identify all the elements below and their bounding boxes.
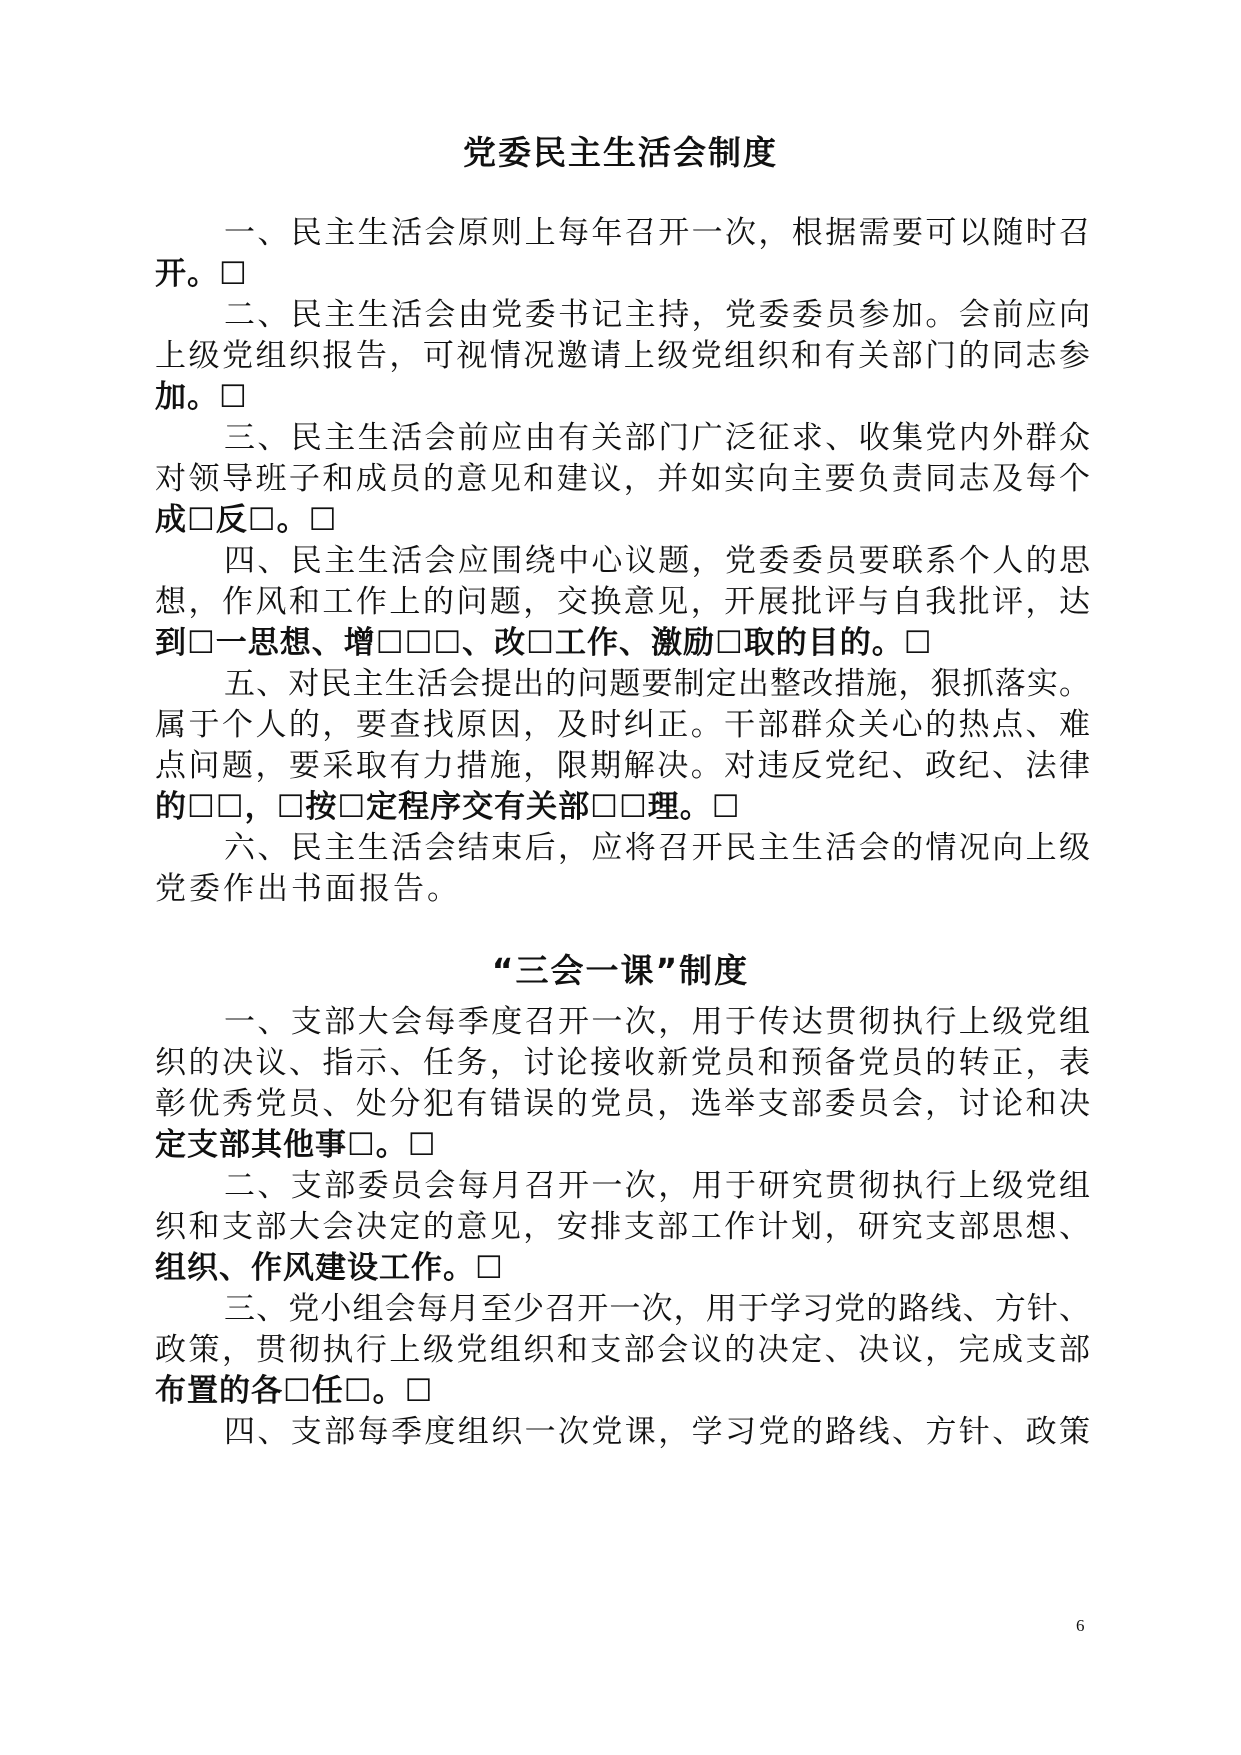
text-line: 四、民主生活会应围绕中心议题，党委委员要联系个人的思 [224, 543, 1090, 579]
text-line: 政策，贯彻执行上级党组织和支部会议的决定、决议，完成支部 [155, 1332, 1090, 1368]
text-line: 六、民主生活会结束后，应将召开民主生活会的情况向上级 [224, 830, 1090, 866]
text-line: 定支部其他事☐。☐ [155, 1127, 437, 1163]
text-line: 对领导班子和成员的意见和建议，并如实向主要负责同志及每个 [155, 461, 1090, 497]
text-line: 织的决议、指示、任务，讨论接收新党员和预备党员的转正，表 [155, 1045, 1090, 1081]
text-line: 三、党小组会每月至少召开一次，用于学习党的路线、方针、 [224, 1291, 1090, 1327]
text-line: 织和支部大会决定的意见，安排支部工作计划，研究支部思想、 [155, 1209, 1090, 1245]
text-line: 党委作出书面报告。 [155, 871, 461, 907]
text-line: 五、对民主生活会提出的问题要制定出整改措施，狠抓落实。 [224, 666, 1090, 702]
text-line: 组织、作风建设工作。☐ [155, 1250, 504, 1286]
section2-title: “三会一课”制度 [491, 951, 750, 990]
text-line: 一、支部大会每季度召开一次，用于传达贯彻执行上级党组 [224, 1004, 1090, 1040]
text-line: 属于个人的，要查找原因，及时纠正。干部群众关心的热点、难 [155, 707, 1090, 743]
text-line: 二、民主生活会由党委书记主持，党委委员参加。会前应向 [224, 297, 1090, 333]
text-line: 四、支部每季度组织一次党课，学习党的路线、方针、政策 [224, 1414, 1090, 1450]
text-line: 三、民主生活会前应由有关部门广泛征求、收集党内外群众 [224, 420, 1090, 456]
page-number: 6 [1076, 1616, 1085, 1635]
text-line: 的☐☐，☐按☐定程序交有关部☐☐理。☐ [155, 789, 741, 825]
text-line: 点问题，要采取有力措施，限期解决。对违反党纪、政纪、法律 [155, 748, 1090, 784]
section1-title: 党委民主生活会制度 [463, 133, 778, 172]
text-line: 成☐反☐。☐ [155, 502, 338, 538]
text-line: 开。☐ [155, 256, 248, 292]
text-line: 上级党组织报告，可视情况邀请上级党组织和有关部门的同志参 [155, 338, 1090, 374]
text-line: 到☐一思想、增☐☐☐、改☐工作、激励☐取的目的。☐ [155, 625, 933, 661]
text-line: 布置的各☐任☐。☐ [155, 1373, 434, 1409]
text-line: 想，作风和工作上的问题，交换意见，开展批评与自我批评，达 [155, 584, 1090, 620]
text-line: 彰优秀党员、处分犯有错误的党员，选举支部委员会，讨论和决 [155, 1086, 1090, 1122]
text-line: 加。☐ [155, 379, 248, 415]
text-line: 一、民主生活会原则上每年召开一次，根据需要可以随时召 [224, 215, 1090, 251]
text-line: 二、支部委员会每月召开一次，用于研究贯彻执行上级党组 [224, 1168, 1090, 1204]
